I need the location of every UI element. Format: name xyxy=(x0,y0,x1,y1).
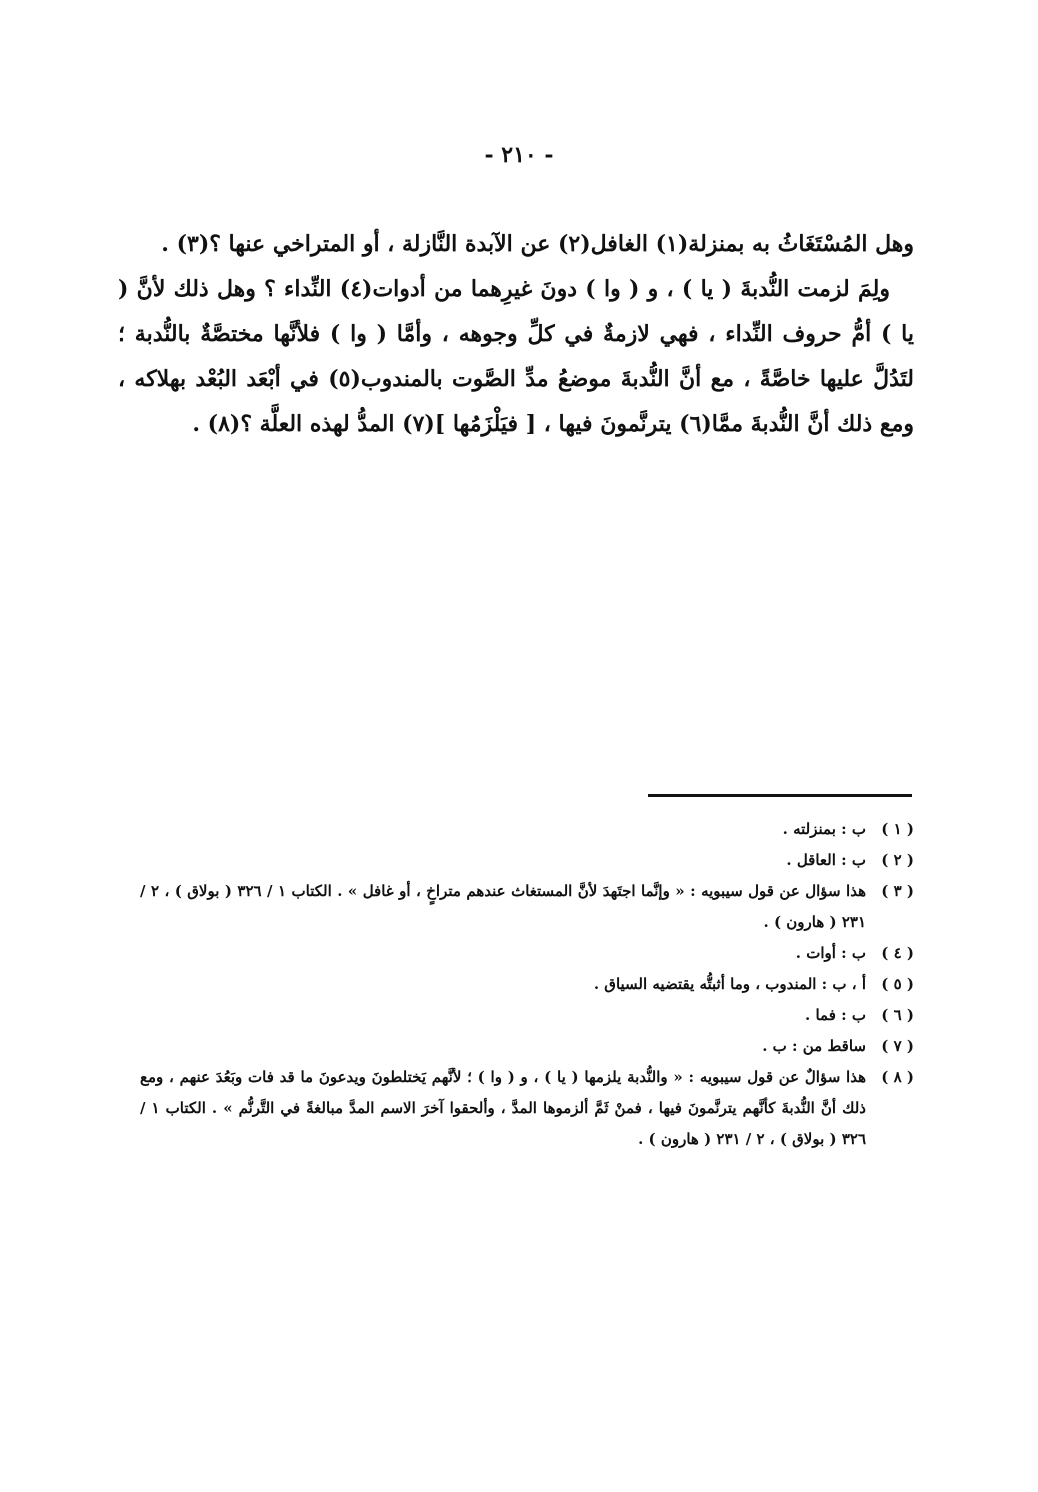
footnote-6 xyxy=(140,1000,914,1031)
page-number: - ٢١٠ - xyxy=(484,142,554,168)
footnote-2 xyxy=(140,845,914,876)
footnote-3 xyxy=(140,876,914,938)
footnote-8 xyxy=(140,1062,914,1155)
footnote-text: هذا سؤال عن قول سيبويه : « وإنَّما اجتَهدَ لأنَّ المستغاث عندهم متراخٍ ، أو غافل » . الكتاب ١ / ٣٢٦ ( بولاق ) ، ٢ / ٢٣١ ( هارون ) . xyxy=(140,882,867,931)
footnote-number: ( ٤ ) xyxy=(881,944,914,962)
footnote-divider xyxy=(648,794,912,797)
footnote-1 xyxy=(140,814,914,845)
paragraph-question-1: وهل المُسْتَغَاثُ به بمنزلة(١) الغافل(٢) عن الآبدة النَّازلة ، أو المتراخي عنها ؟(٣) . xyxy=(161,231,914,257)
footnote-number: ( ٢ ) xyxy=(881,851,914,869)
footnote-7 xyxy=(140,1031,914,1062)
footnote-text: هذا سؤالٌ عن قول سيبويه : « والنُّدبة يلزمها ( يا ) ، و ( وا ) ؛ لأنَّهم يَختلطونَ ويدعونَ ما قد فات وبَعُدَ عنهم ، ومع ذلك أنَّ النُّدبةَ كأنَّهم يترنَّمونَ فيها ، فمنْ ثَمَّ ألزموها المدَّ ، وألحقوا آخرَ الاسم المدَّ مبالغةً في التَّرنُّم » . الكتاب ١ / ٣٢٦ ( بولاق ) ، ٢ / ٢٣١ ( هارون ) . xyxy=(140,1068,866,1148)
footnote-number: ( ٨ ) xyxy=(881,1068,914,1086)
footnote-text: أ ، ب : المندوب ، وما أثبتُّه يقتضيه السياق . xyxy=(593,975,866,993)
footnote-number: ( ٣ ) xyxy=(881,882,914,900)
footnote-4 xyxy=(140,938,914,969)
footnote-5 xyxy=(140,969,914,1000)
footnote-number: ( ٦ ) xyxy=(881,1006,914,1024)
footnote-text: ساقط من : ب . xyxy=(762,1037,866,1055)
footnote-text: ب : أوات . xyxy=(795,944,866,962)
paragraph-question-2: ولِمَ لزمت النُّدبةَ ( يا ) ، و ( وا ) دونَ غيرِهما من أدوات(٤) النِّداء ؟ وهل ذلك لأنَّ ( يا ) أمُّ حروف النِّداء ، فهي لازمةٌ في كلِّ وجوهه ، وأمَّا ( وا ) فلأنَّها مختصَّةٌ بالنُّدبة ؛ لتَدُلَّ عليها خاصَّةً ، مع أنَّ النُّدبةَ موضعُ مدِّ الصَّوت بالمندوب(٥) في أبْعَد البُعْد بهلاكه ، ومع ذلك أنَّ النُّدبةَ ممَّا(٦) يترنَّمونَ فيها ، [ فيَلْزَمُها ](٧) المدُّ لهذه العلَّة ؟(٨) . xyxy=(118,276,914,437)
footnote-number: ( ٧ ) xyxy=(881,1037,914,1055)
footnotes xyxy=(140,814,914,1155)
main-text xyxy=(118,222,914,447)
footnote-text: ب : بمنزلته . xyxy=(782,820,866,838)
footnote-number: ( ١ ) xyxy=(881,820,914,838)
footnote-text: ب : فما . xyxy=(805,1006,866,1024)
footnote-number: ( ٥ ) xyxy=(881,975,914,993)
footnote-text: ب : العاقل . xyxy=(786,851,866,869)
